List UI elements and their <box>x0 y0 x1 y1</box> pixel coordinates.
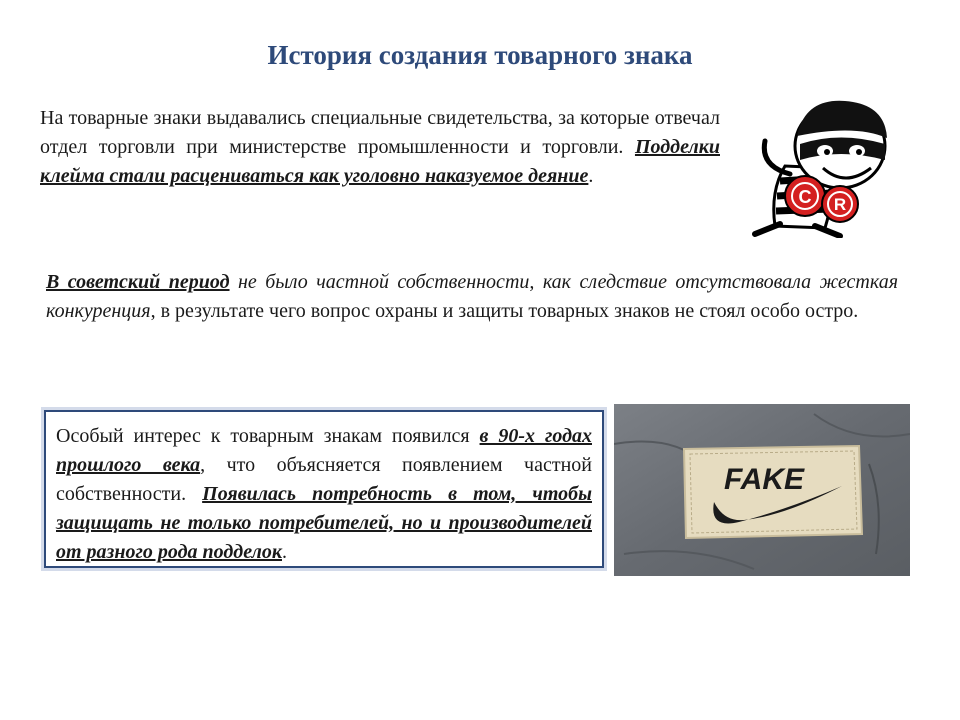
thief-clipart-icon <box>745 96 895 238</box>
registered-letter: R <box>833 195 847 214</box>
paragraph-text: На товарные знаки выдавались специальные свидетельства, за которые отвечал отдел торговли при министерстве промышленности и торговли. <box>40 107 720 158</box>
italic-text: не было частной собственности, как следствие отсутствовала жесткая конкуренция <box>46 271 899 322</box>
emphasis-text: Подделки клейма стали расцениваться как уголовно наказуемое деяние <box>40 136 720 187</box>
paragraph-tail: . <box>282 541 287 563</box>
highlight-box <box>44 410 604 568</box>
paragraph-soviet-period <box>46 268 898 326</box>
paragraph-text: Особый интерес к товарным знакам появился <box>56 425 480 447</box>
fake-label-photo <box>614 404 910 576</box>
paragraph-text: , что объясняется появлением частной собственности. <box>56 454 592 505</box>
paragraph-text: , в результате чего вопрос охраны и защиты товарных знаков не стоял особо остро. <box>150 300 859 322</box>
emphasis-text: в 90-х годах прошлого века <box>56 425 592 476</box>
fake-text: FAKE <box>723 463 805 496</box>
copyright-letter: C <box>798 187 812 207</box>
paragraph-tail: . <box>588 165 594 187</box>
slide-title: История создания товарного знака <box>267 40 693 70</box>
emphasis-text: В советский период <box>46 271 230 293</box>
paragraph-certificates <box>40 104 720 191</box>
paragraph-nineties <box>56 422 592 567</box>
emphasis-text: Появилась потребность в том, чтобы защищать не только потребителей, но и производителей от разного рода подделок <box>56 483 592 563</box>
